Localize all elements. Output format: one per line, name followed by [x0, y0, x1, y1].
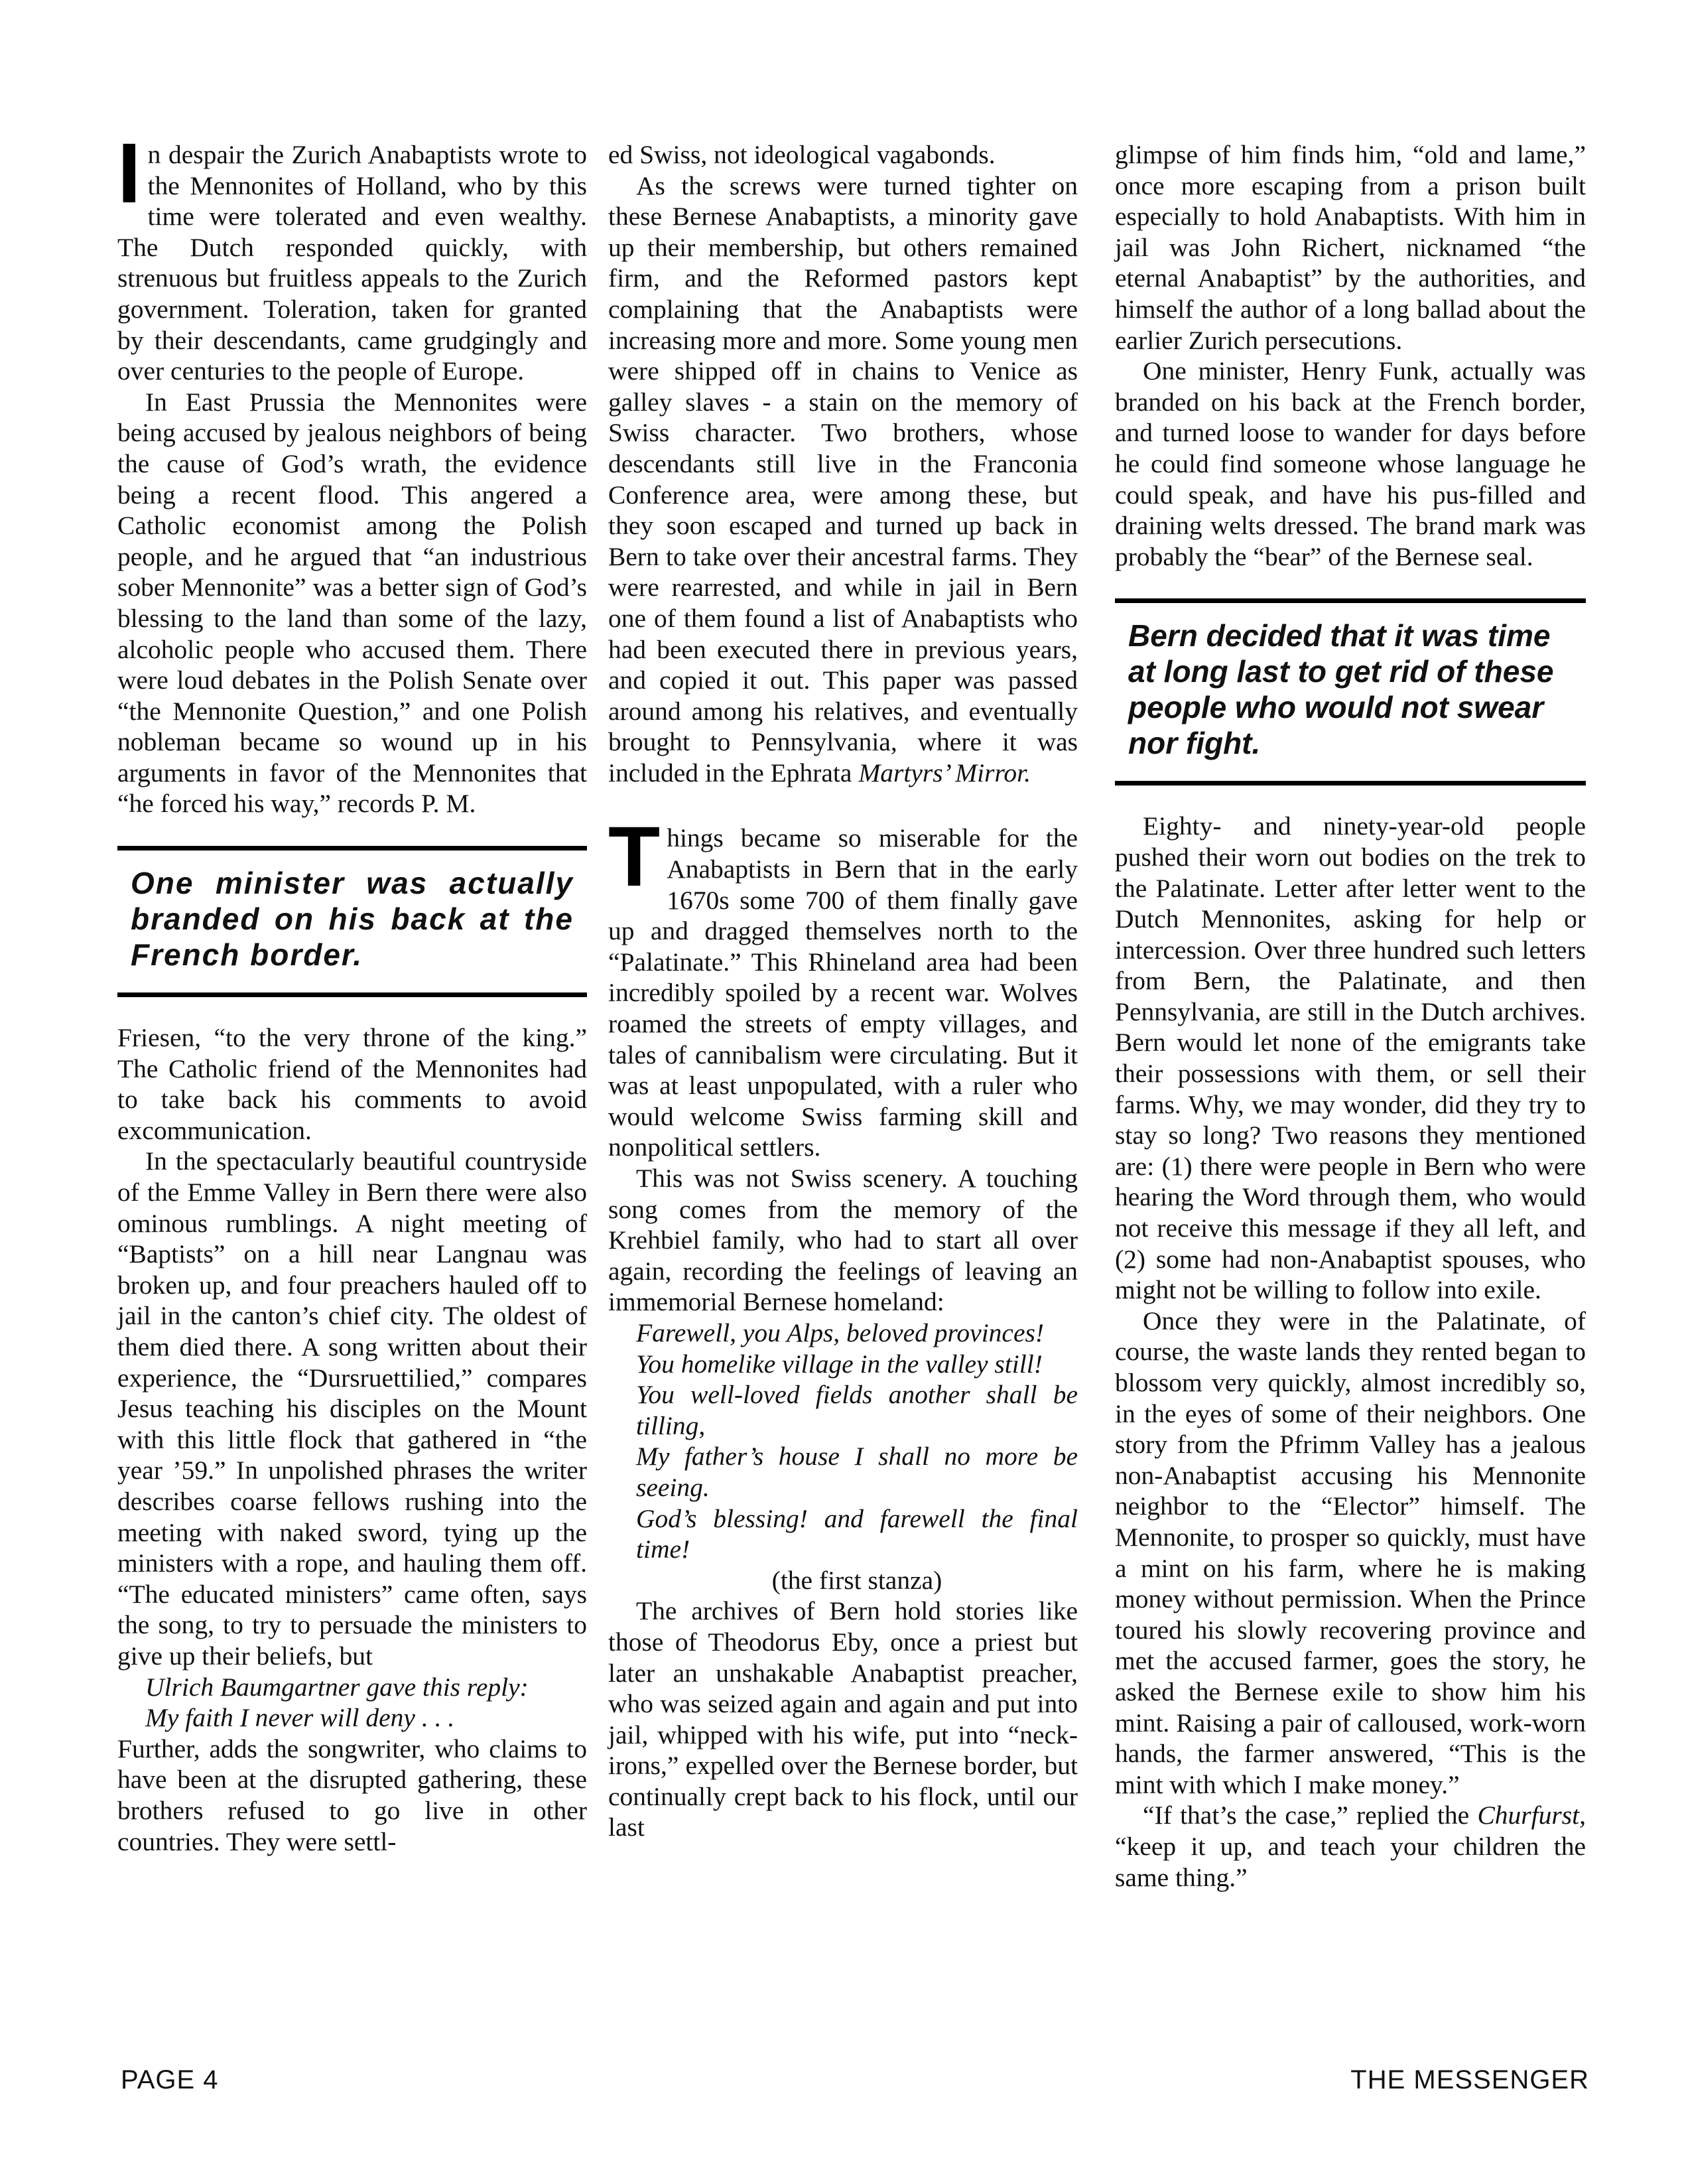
verse-line: You homelike village in the valley still!	[636, 1349, 1043, 1379]
italic-term: Churfurst,	[1477, 1801, 1586, 1830]
drop-cap: T	[608, 809, 661, 905]
pull-quote: Bern decided that it was time at long last to get rid of these people who would not swear nor fight.	[1115, 598, 1586, 785]
verse	[636, 1318, 1078, 1565]
song-line: My faith I never will deny . . .	[145, 1703, 455, 1733]
verse-line: God’s blessing! and farewell the final time!	[636, 1503, 1078, 1564]
paragraph: Friesen, “to the very throne of the king.” The Catholic friend of the Mennonites had to take back his comments to avoid excommunication.	[117, 1023, 587, 1145]
paragraph: Once they were in the Palatinate, of course, the waste lands they rented began to blossom very quickly, almost incredibly so, in the eyes of some of their neighbors. One story from the Pfrimm Valley has a jealous non-Anabaptist accusing his Mennonite neighbor to the “Elector” himself. The Mennonite, to prosper so quickly, must have a mint on his farm, where he is making money without permission. When the Prince toured his slowly recovering province and met the accused farmer, goes the story, he asked the Bernese exile to show him his mint. Raising a pair of calloused, work-worn hands, the farmer answered, “This is the mint with which I make money.”	[1115, 1306, 1586, 1799]
paragraph: Things became so miserable for the Anabaptists in Bern that in the early 1670s some 700 of them finally gave up and dragged themselves north to the “Palatinate.” This Rhineland area had been incredibly spoiled by a recent war. Wolves roamed the streets of empty villages, and tales of cannibalism were circulating. But it was at least unpopulated, with a ruler who would welcome Swiss farming skill and nonpolitical settlers.	[608, 809, 1078, 1162]
paragraph: ed Swiss, not ideological vagabonds.	[608, 140, 996, 169]
paragraph: The archives of Bern hold stories like those of Theodorus Eby, once a priest but later an unshakable Anabaptist preacher, who was seized again and again and put into jail, whipped with his wife, put into “neck-irons,” expelled over the Bernese border, but continually crept back to his flock, until our last	[608, 1596, 1078, 1842]
pull-quote: One minister was actually branded on his back at the French border.	[117, 846, 587, 997]
drop-cap: I	[117, 126, 141, 221]
paragraph: In despair the Zurich Anabaptists wrote to the Mennonites of Holland, who by this time were tolerated and even wealthy. The Dutch responded quickly, with strenuous but fruitless appeals to the Zurich government. Toleration, taken for granted by their descendants, came grudgingly and over centuries to the people of Europe.	[117, 126, 587, 386]
verse-line: You well-loved fields another shall be tilling,	[636, 1380, 1078, 1440]
paragraph: In East Prussia the Mennonites were being accused by jealous neighbors of being the cause of God’s wrath, the evidence being a recent flood. This angered a Catholic economist among the Polish people, and he argued that “an industrious sober Mennonite” was a better sign of God’s blessing to the land than some of the lazy, alcoholic people who accused them. There were loud debates in the Polish Senate over “the Mennonite Question,” and one Polish nobleman became so wound up in his arguments in favor of the Mennonites that “he forced his way,” records P. M.	[117, 387, 587, 819]
verse-line: Farewell, you Alps, beloved provinces!	[636, 1318, 1045, 1347]
paragraph: Eighty- and ninety-year-old people pushed their worn out bodies on the trek to the Palatinate. Letter after letter went to the Dutch Mennonites, asking for help or intercession. Over three hundred such letters from Bern, the Palatinate, and then Pennsylvania, are still in the Dutch archives. Bern would let none of the emigrants take their possessions with them, or sell their farms. Why, we may wonder, did they try to stay so long? Two reasons they mentioned are: (1) there were people in Bern who were hearing the Word through them, who would not receive this message if they all left, and (2) some had non-Anabaptist spouses, who might not be willing to follow into exile.	[1115, 811, 1586, 1305]
paragraph: As the screws were turned tighter on these Bernese Anabaptists, a minority gave up their membership, but others remained firm, and the Reformed pastors kept complaining that the Anabaptists were increasing more and more. Some young men were shipped off in chains to Venice as galley slaves - a stain on the memory of Swiss character. Two brothers, whose descendants still live in the Franconia Conference area, were among these, but they soon escaped and turned up back in Bern to take over their ancestral farms. They were rearrested, and while in jail in Bern one of them found a list of Anabaptists who had been executed there in previous years, and copied it out. This paper was passed around among his relatives, and eventually brought to Pennsylvania, where it was included in the Ephrata Martyrs’ Mirror.	[608, 171, 1078, 787]
paragraph: One minister, Henry Funk, actually was branded on his back at the French border, and turned loose to wander for days before he could find someone whose language he could speak, and have his pus-filled and draining welts dressed. The brand mark was probably the “bear” of the Bernese seal.	[1115, 356, 1586, 571]
verse-line: My father’s house I shall no more be seeing.	[636, 1442, 1078, 1502]
song-line: Ulrich Baumgartner gave this reply:	[145, 1672, 529, 1702]
publication-name: THE MESSENGER	[1350, 2065, 1589, 2094]
column-1	[117, 126, 587, 1857]
paragraph: glimpse of him finds him, “old and lame,” once more escaping from a prison built especially to hold Anabaptists. With him in jail was John Richert, nicknamed “the eternal Anabaptist” by the authorities, and himself the author of a long ballad about the earlier Zurich persecutions.	[1115, 140, 1586, 355]
paragraph: This was not Swiss scenery. A touching song comes from the memory of the Krehbiel family, who had to start all over again, recording the feelings of leaving an immemorial Bernese homeland:	[608, 1164, 1078, 1317]
paragraph: “If that’s the case,” replied the Churfurst, “keep it up, and teach your children the same thing.”	[1115, 1801, 1586, 1892]
italic-title: Martyrs’ Mirror.	[858, 758, 1031, 787]
column-2	[608, 139, 1078, 1843]
section-gap	[608, 788, 1078, 823]
paragraph: Further, adds the songwriter, who claims to have been at the disrupted gathering, these brothers refused to go live in other countries. They were settl-	[117, 1734, 587, 1856]
verse-note: (the first stanza)	[771, 1565, 942, 1595]
paragraph: In the spectacularly beautiful countryside of the Emme Valley in Bern there were also ominous rumblings. A night meeting of “Baptists” on a hill near Langnau was broken up, and four preachers hauled off to jail in the canton’s chief city. The oldest of them died there. A song written about their experience, the “Dursruettilied,” compares Jesus teaching his disciples on the Mount with this little flock that gathered in “the year ’59.” In unpolished phrases the writer describes coarse fellows rushing into the meeting with naked sword, tying up the ministers with a rope, and hauling them off. “The educated ministers” came often, says the song, to try to persuade the ministers to give up their beliefs, but	[117, 1146, 587, 1671]
column-3	[1115, 139, 1586, 1893]
page-number: PAGE 4	[121, 2065, 219, 2094]
